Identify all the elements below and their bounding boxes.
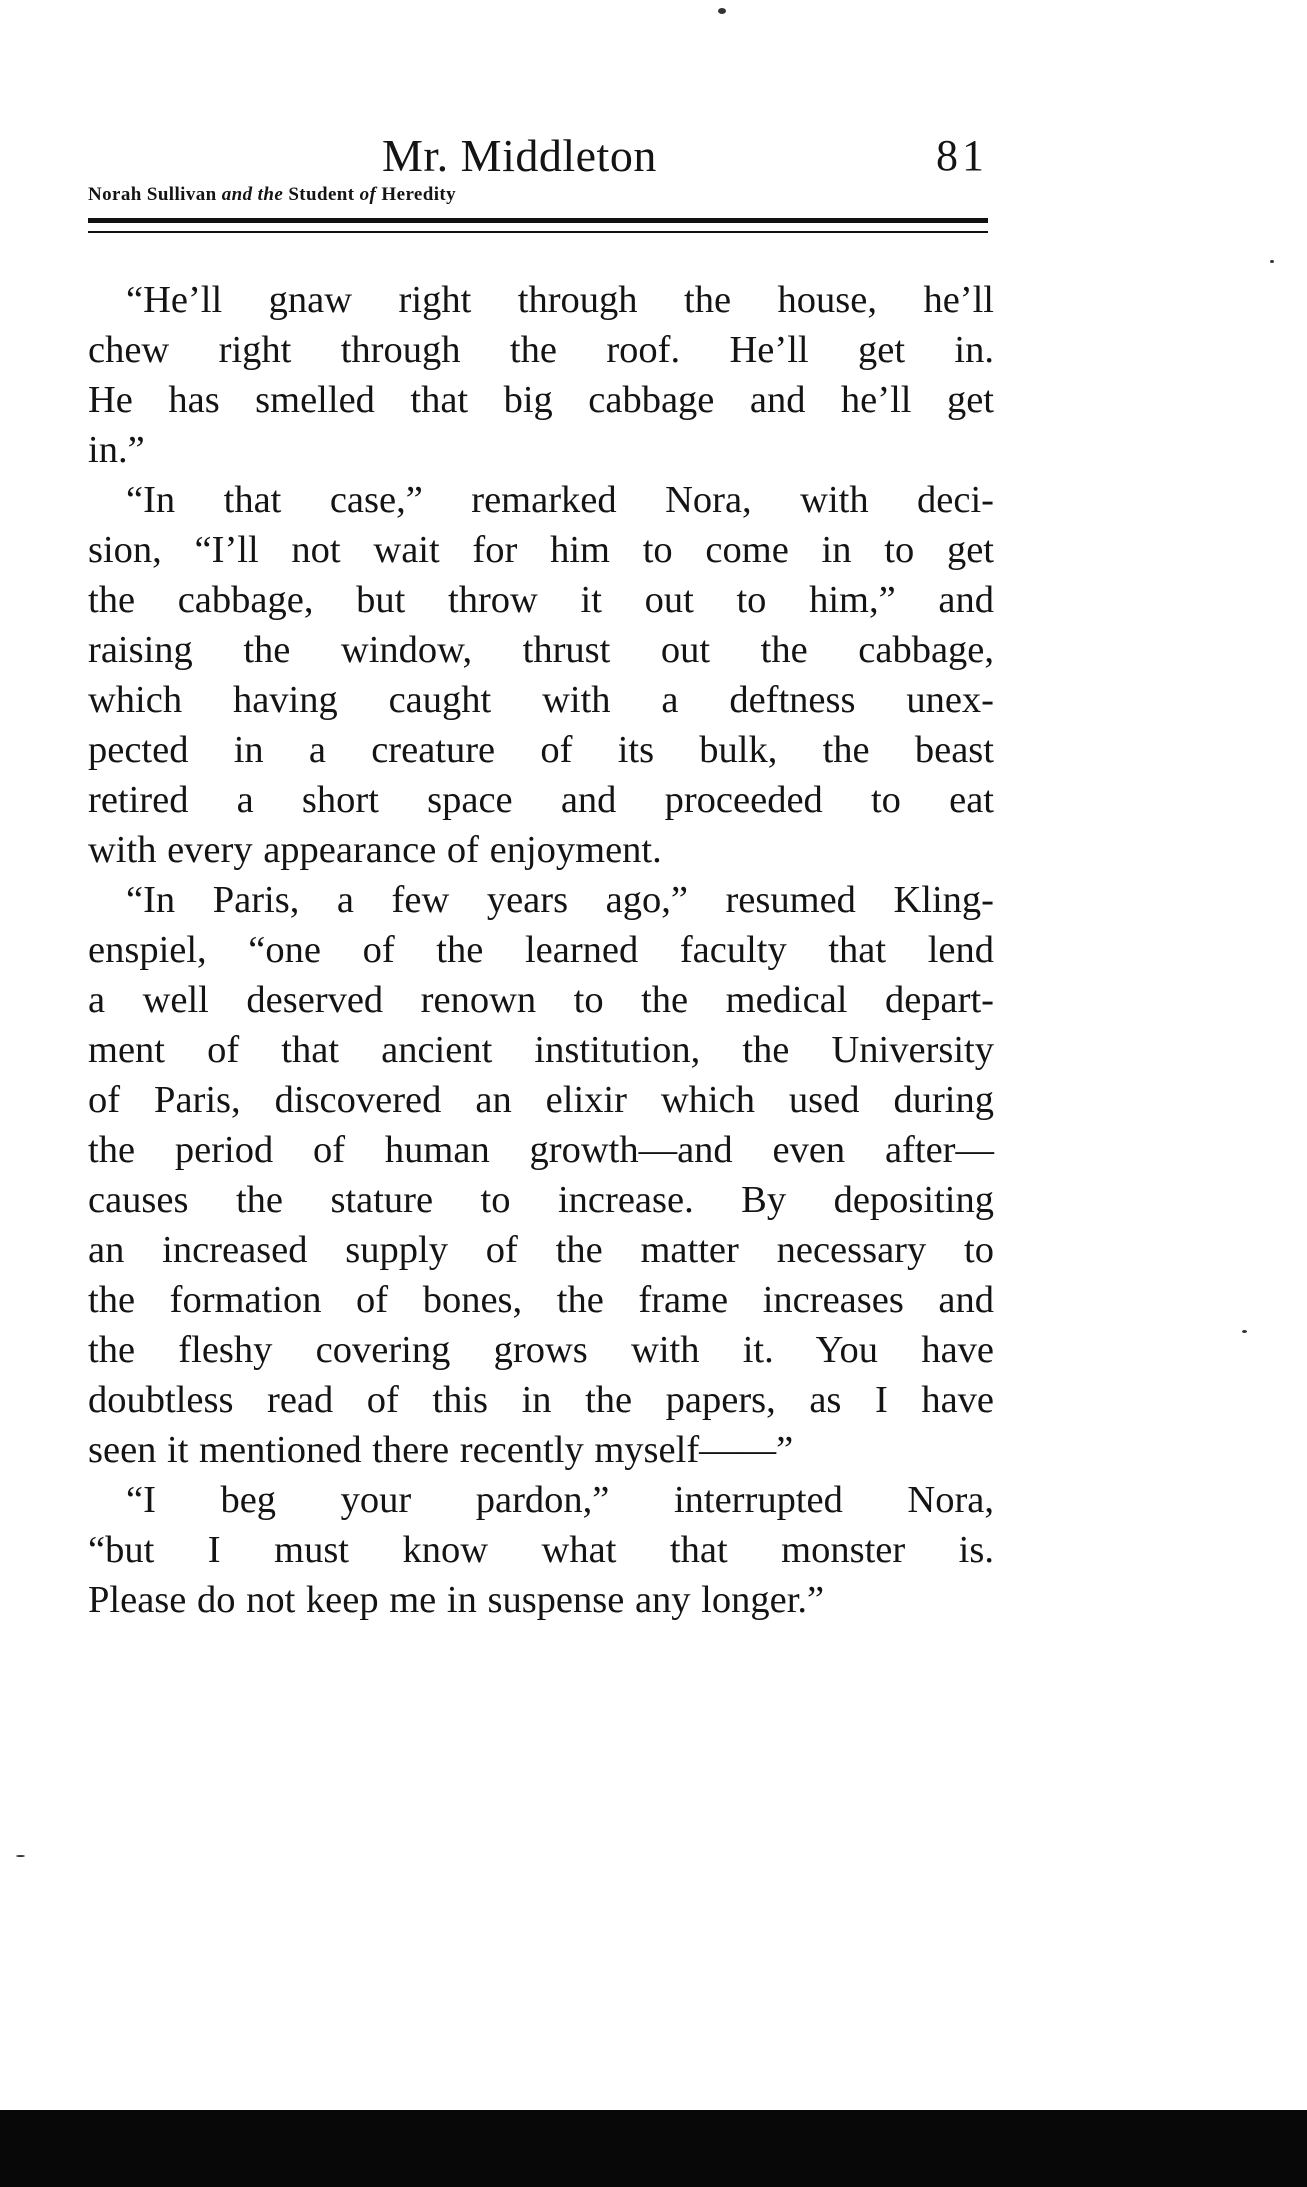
paragraph bbox=[88, 275, 994, 475]
scan-speck bbox=[1242, 1330, 1247, 1333]
text-line: the cabbage, but throw it out to him,” and bbox=[88, 579, 994, 621]
text-line: which having caught with a deftness unex- bbox=[88, 679, 994, 721]
subtitle-part: Student bbox=[283, 184, 360, 205]
subtitle-part: Heredity bbox=[376, 184, 457, 205]
chapter-title: Mr. Middleton bbox=[382, 130, 657, 181]
subtitle-part: Norah Sullivan bbox=[88, 184, 222, 205]
text-line: ment of that ancient institution, the University bbox=[88, 1029, 994, 1071]
book-subtitle bbox=[88, 184, 456, 206]
text-line: sion, “I’ll not wait for him to come in to get bbox=[88, 529, 994, 571]
text-line: Please do not keep me in suspense any longer.” bbox=[88, 1579, 825, 1621]
page-number: 81 bbox=[936, 131, 988, 180]
text-line: the formation of bones, the frame increases and bbox=[88, 1279, 994, 1321]
text-line: “In Paris, a few years ago,” resumed Kling- bbox=[126, 879, 994, 921]
header-rule-thick bbox=[88, 218, 988, 223]
scan-speck bbox=[16, 1855, 25, 1857]
scan-speck bbox=[1270, 260, 1274, 263]
text-line: a well deserved renown to the medical depart- bbox=[88, 979, 994, 1021]
body-text bbox=[88, 275, 994, 1625]
text-line: causes the stature to increase. By depositing bbox=[88, 1179, 994, 1221]
text-line: “I beg your pardon,” interrupted Nora, bbox=[126, 1479, 994, 1521]
paragraph bbox=[88, 875, 994, 1475]
header-rule-thin bbox=[88, 231, 988, 233]
text-line: “He’ll gnaw right through the house, he’ll bbox=[126, 279, 994, 321]
text-line: raising the window, thrust out the cabbage, bbox=[88, 629, 994, 671]
paragraph bbox=[88, 1475, 994, 1625]
subtitle-part: of bbox=[359, 184, 377, 205]
subtitle-part: and the bbox=[221, 184, 284, 205]
text-line: doubtless read of this in the papers, as I have bbox=[88, 1379, 994, 1421]
text-line: an increased supply of the matter necessary to bbox=[88, 1229, 994, 1271]
text-line: with every appearance of enjoyment. bbox=[88, 829, 662, 871]
text-line: He has smelled that big cabbage and he’ll get bbox=[88, 379, 994, 421]
text-line: enspiel, “one of the learned faculty that lend bbox=[88, 929, 994, 971]
scan-bottom-edge bbox=[0, 2110, 1307, 2187]
text-line: the fleshy covering grows with it. You have bbox=[88, 1329, 994, 1371]
paragraph bbox=[88, 475, 994, 875]
text-line: “but I must know what that monster is. bbox=[88, 1529, 994, 1571]
text-line: chew right through the roof. He’ll get in. bbox=[88, 329, 994, 371]
text-line: in.” bbox=[88, 429, 145, 471]
text-line: “In that case,” remarked Nora, with deci- bbox=[126, 479, 994, 521]
text-line: pected in a creature of its bulk, the beast bbox=[88, 729, 994, 771]
text-line: the period of human growth—and even after— bbox=[88, 1129, 994, 1171]
text-line: of Paris, discovered an elixir which used during bbox=[88, 1079, 994, 1121]
text-line: seen it mentioned there recently myself——” bbox=[88, 1429, 794, 1471]
text-line: retired a short space and proceeded to eat bbox=[88, 779, 994, 821]
scan-speck bbox=[718, 8, 726, 14]
